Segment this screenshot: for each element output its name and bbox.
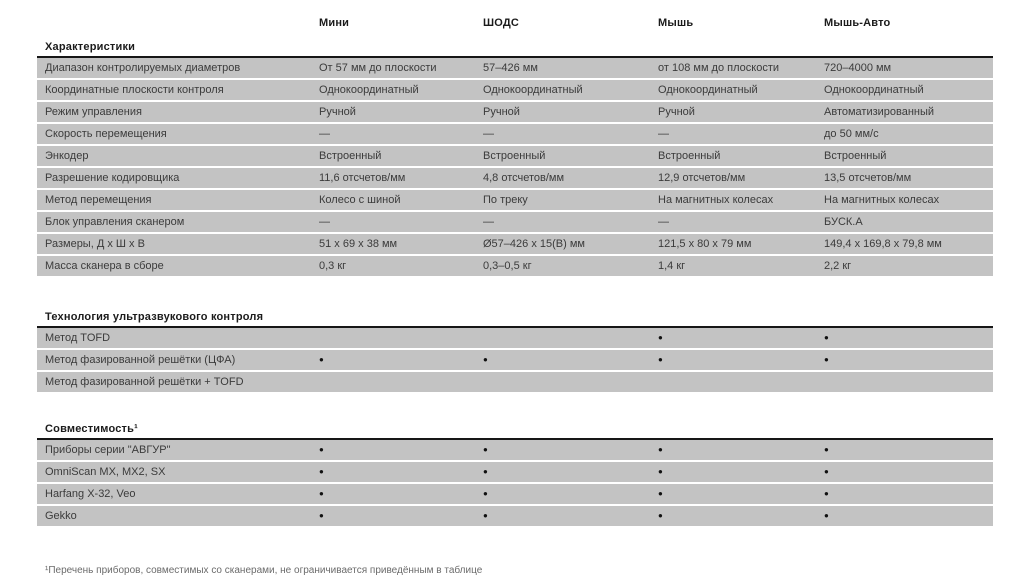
sections-container xyxy=(37,40,993,526)
column-header-mysh: Мышь xyxy=(658,17,694,29)
feature-dot: ● xyxy=(824,333,829,342)
table-row xyxy=(37,234,993,254)
cell-value: 51 x 69 x 38 мм xyxy=(319,238,398,250)
cell-value xyxy=(317,372,481,392)
cell-value: Встроенный xyxy=(319,150,382,162)
table-row xyxy=(37,484,993,504)
spec-table xyxy=(37,438,993,526)
cell-value: Однокоординатный xyxy=(319,84,419,96)
section-title: Технология ультразвукового контроля xyxy=(45,311,264,323)
cell-value: — xyxy=(483,128,494,140)
cell-value: БУСК.А xyxy=(824,216,863,228)
cell-value: 57–426 мм xyxy=(483,62,538,74)
spec-sheet xyxy=(37,14,993,526)
section-2 xyxy=(37,422,993,526)
spec-table xyxy=(37,326,993,392)
cell-value: Ручной xyxy=(658,106,695,118)
column-header-spacer xyxy=(37,17,317,40)
feature-dot: ● xyxy=(483,511,488,520)
cell-value: Колесо с шиной xyxy=(319,194,401,206)
column-headers xyxy=(37,14,993,40)
cell-value: 0,3–0,5 кг xyxy=(483,260,532,272)
feature-dot: ● xyxy=(658,467,663,476)
cell-value: На магнитных колесах xyxy=(658,194,774,206)
cell-value xyxy=(481,328,656,348)
row-label: Метод перемещения xyxy=(45,194,152,206)
feature-dot: ● xyxy=(319,355,324,364)
table-row xyxy=(37,146,993,166)
row-label: Координатные плоскости контроля xyxy=(45,84,224,96)
cell-value: Автоматизированный xyxy=(824,106,935,118)
cell-value xyxy=(481,372,656,392)
row-label: OmniScan MX, MX2, SX xyxy=(45,466,166,478)
column-header-shods: ШОДС xyxy=(483,17,520,29)
cell-value xyxy=(656,372,822,392)
table-row xyxy=(37,440,993,460)
cell-value: 0,3 кг xyxy=(319,260,347,272)
table-row xyxy=(37,350,993,370)
feature-dot: ● xyxy=(658,333,663,342)
cell-value: Встроенный xyxy=(824,150,887,162)
row-label: Метод фазированной решётки + TOFD xyxy=(45,376,244,388)
cell-value: Ø57–426 x 15(В) мм xyxy=(483,238,585,250)
cell-value: По треку xyxy=(483,194,528,206)
cell-value: Встроенный xyxy=(483,150,546,162)
feature-dot: ● xyxy=(658,355,663,364)
cell-value: Ручной xyxy=(319,106,356,118)
cell-value: 4,8 отсчетов/мм xyxy=(483,172,565,184)
feature-dot: ● xyxy=(483,467,488,476)
table-row xyxy=(37,80,993,100)
section-title: Характеристики xyxy=(45,41,136,53)
row-label: Gekko xyxy=(45,510,77,522)
table-row xyxy=(37,212,993,232)
row-label: Метод фазированной решётки (ЦФА) xyxy=(45,354,236,366)
feature-dot: ● xyxy=(319,489,324,498)
cell-value xyxy=(822,372,993,392)
cell-value: 11,6 отсчетов/мм xyxy=(319,172,406,184)
feature-dot: ● xyxy=(824,445,829,454)
feature-dot: ● xyxy=(658,511,663,520)
table-row xyxy=(37,168,993,188)
feature-dot: ● xyxy=(319,467,324,476)
cell-value: 13,5 отсчетов/мм xyxy=(824,172,912,184)
table-row xyxy=(37,124,993,144)
cell-value: до 50 мм/с xyxy=(824,128,879,140)
column-header-mysh-avto: Мышь-Авто xyxy=(824,17,891,29)
feature-dot: ● xyxy=(824,467,829,476)
feature-dot: ● xyxy=(658,445,663,454)
table-row xyxy=(37,462,993,482)
row-label: Приборы серии "АВГУР" xyxy=(45,444,171,456)
row-label: Энкодер xyxy=(45,150,89,162)
cell-value: 121,5 x 80 x 79 мм xyxy=(658,238,752,250)
cell-value: Встроенный xyxy=(658,150,721,162)
table-row xyxy=(37,328,993,348)
feature-dot: ● xyxy=(824,511,829,520)
row-label: Режим управления xyxy=(45,106,142,118)
cell-value: — xyxy=(319,128,330,140)
row-label: Скорость перемещения xyxy=(45,128,167,140)
row-label: Разрешение кодировщика xyxy=(45,172,180,184)
feature-dot: ● xyxy=(319,445,324,454)
row-label: Блок управления сканером xyxy=(45,216,185,228)
cell-value xyxy=(317,328,481,348)
feature-dot: ● xyxy=(319,511,324,520)
cell-value: От 57 мм до плоскости xyxy=(319,62,437,74)
row-label: Размеры, Д х Ш х В xyxy=(45,238,145,250)
row-label: Метод TOFD xyxy=(45,332,111,344)
cell-value: Однокоординатный xyxy=(824,84,924,96)
table-row xyxy=(37,102,993,122)
feature-dot: ● xyxy=(483,489,488,498)
column-header-mini: Мини xyxy=(319,17,350,29)
feature-dot: ● xyxy=(658,489,663,498)
cell-value: 12,9 отсчетов/мм xyxy=(658,172,746,184)
cell-value: 2,2 кг xyxy=(824,260,852,272)
table-row xyxy=(37,58,993,78)
table-row xyxy=(37,372,993,392)
cell-value: — xyxy=(483,216,494,228)
row-label: Диапазон контролируемых диаметров xyxy=(45,62,241,74)
cell-value: — xyxy=(319,216,330,228)
cell-value: Однокоординатный xyxy=(483,84,583,96)
cell-value: 720–4000 мм xyxy=(824,62,892,74)
row-label: Harfang X-32, Veo xyxy=(45,488,136,500)
spec-table xyxy=(37,56,993,276)
table-row xyxy=(37,256,993,276)
feature-dot: ● xyxy=(483,355,488,364)
section-title: Совместимость¹ xyxy=(45,423,138,435)
cell-value: от 108 мм до плоскости xyxy=(658,62,780,74)
feature-dot: ● xyxy=(824,355,829,364)
section-1 xyxy=(37,310,993,392)
section-0 xyxy=(37,40,993,276)
cell-value: 1,4 кг xyxy=(658,260,686,272)
footnote: ¹Перечень приборов, совместимых со сканерами, не ограничивается приведённым в таблице xyxy=(45,565,483,576)
cell-value: — xyxy=(658,128,669,140)
row-label: Масса сканера в сборе xyxy=(45,260,164,272)
cell-value: Ручной xyxy=(483,106,520,118)
cell-value: Однокоординатный xyxy=(658,84,758,96)
table-row xyxy=(37,190,993,210)
cell-value: 149,4 x 169,8 x 79,8 мм xyxy=(824,238,942,250)
feature-dot: ● xyxy=(483,445,488,454)
table-row xyxy=(37,506,993,526)
feature-dot: ● xyxy=(824,489,829,498)
cell-value: На магнитных колесах xyxy=(824,194,940,206)
cell-value: — xyxy=(658,216,669,228)
